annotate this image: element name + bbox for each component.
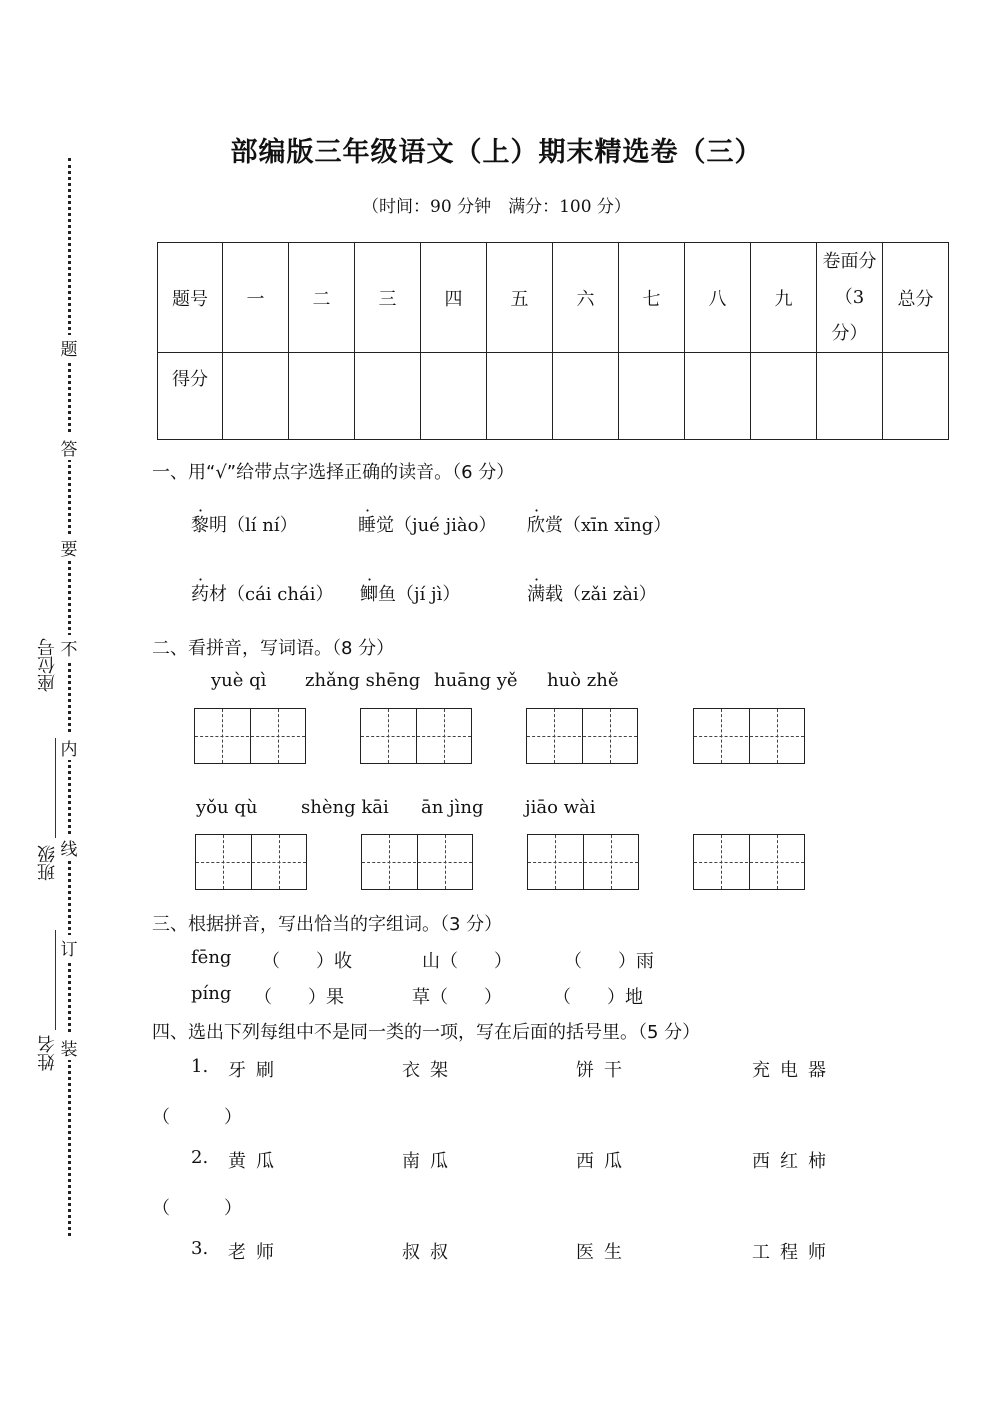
s1-word: 黎明 bbox=[191, 515, 227, 536]
writing-grid[interactable] bbox=[194, 708, 306, 764]
col-header: 五 bbox=[487, 243, 553, 353]
s1-word: 鲫鱼 bbox=[360, 584, 396, 605]
pinyin-label: huò zhě bbox=[547, 670, 619, 691]
pinyin-label: shèng kāi bbox=[301, 797, 389, 818]
col-header: 三 bbox=[355, 243, 421, 353]
score-cell[interactable] bbox=[355, 353, 421, 440]
binding-dotted-line bbox=[68, 158, 71, 1236]
s1-options[interactable]: （jué jiào） bbox=[394, 515, 497, 536]
s1-item bbox=[527, 580, 657, 606]
s1-item bbox=[527, 511, 671, 537]
s3-pinyin: fēng bbox=[191, 947, 232, 968]
s1-word: 满载 bbox=[527, 584, 563, 605]
class-label: 班级 bbox=[37, 845, 58, 881]
s1-options[interactable]: （jí jì） bbox=[396, 584, 461, 605]
s4-option: 牙刷 bbox=[228, 1060, 284, 1081]
pinyin-label: zhǎng shēng bbox=[305, 670, 421, 691]
s1-item bbox=[360, 580, 460, 606]
writing-grid[interactable] bbox=[360, 708, 472, 764]
col-header: 九 bbox=[751, 243, 817, 353]
score-label: 得分 bbox=[158, 353, 223, 440]
section1-heading: 一、用“√”给带点字选择正确的读音。（6 分） bbox=[152, 462, 515, 483]
s3-blank[interactable]: （ ）地 bbox=[553, 987, 643, 1008]
s1-word: 药材 bbox=[191, 584, 227, 605]
s1-item bbox=[191, 511, 298, 537]
pinyin-label: jiāo wài bbox=[525, 797, 596, 818]
extra-col-header bbox=[817, 243, 883, 353]
score-cell[interactable] bbox=[487, 353, 553, 440]
total-col-header: 总分 bbox=[883, 243, 949, 353]
notice-char: 线 bbox=[58, 835, 80, 860]
s4-option: 黄瓜 bbox=[228, 1151, 284, 1172]
seat-label: 座位号 bbox=[37, 638, 58, 692]
col-header: 六 bbox=[553, 243, 619, 353]
s1-options[interactable]: （lí ní） bbox=[227, 515, 298, 536]
s4-option: 医生 bbox=[576, 1242, 632, 1263]
writing-grid[interactable] bbox=[195, 834, 307, 890]
s4-num: 3. bbox=[191, 1238, 209, 1259]
extra-col-line2: （3 bbox=[834, 286, 865, 308]
col-header: 七 bbox=[619, 243, 685, 353]
notice-char: 要 bbox=[58, 535, 80, 560]
s3-blank[interactable]: 草（ ） bbox=[412, 987, 502, 1008]
score-cell[interactable] bbox=[619, 353, 685, 440]
exam-title: 部编版三年级语文（上）期末精选卷（三） bbox=[230, 137, 763, 168]
s4-option: 南瓜 bbox=[402, 1151, 458, 1172]
s3-blank[interactable]: （ ）果 bbox=[254, 987, 344, 1008]
s3-blank[interactable]: （ ）收 bbox=[262, 951, 352, 972]
s1-options[interactable]: （xīn xīng） bbox=[563, 515, 672, 536]
writing-grid[interactable] bbox=[526, 708, 638, 764]
notice-char: 答 bbox=[58, 435, 80, 460]
name-label: 姓名 bbox=[37, 1035, 58, 1071]
header-label: 题号 bbox=[158, 243, 223, 353]
s3-blank[interactable]: 山（ ） bbox=[422, 951, 512, 972]
notice-char: 不 bbox=[58, 635, 80, 660]
pinyin-label: yǒu qù bbox=[196, 797, 258, 818]
s4-option: 叔叔 bbox=[402, 1242, 458, 1263]
s4-answer-blank[interactable]: （ ） bbox=[152, 1107, 242, 1128]
s1-options[interactable]: （cái chái） bbox=[227, 584, 334, 605]
score-cell[interactable] bbox=[817, 353, 883, 440]
score-cell[interactable] bbox=[883, 353, 949, 440]
s4-option: 充电器 bbox=[752, 1060, 836, 1081]
pinyin-label: yuè qì bbox=[211, 670, 267, 691]
writing-grid[interactable] bbox=[527, 834, 639, 890]
score-cell[interactable] bbox=[223, 353, 289, 440]
extra-col-line1: 卷面分 bbox=[822, 250, 877, 272]
writing-grid[interactable] bbox=[361, 834, 473, 890]
col-header: 二 bbox=[289, 243, 355, 353]
s4-option: 老师 bbox=[228, 1242, 284, 1263]
s4-num: 1. bbox=[191, 1056, 209, 1077]
s1-item bbox=[191, 580, 333, 606]
score-cell[interactable] bbox=[553, 353, 619, 440]
s4-answer-blank[interactable]: （ ） bbox=[152, 1198, 242, 1219]
writing-grid[interactable] bbox=[693, 834, 805, 890]
exam-subtitle: （时间：90 分钟 满分：100 分） bbox=[362, 197, 631, 217]
notice-char: 订 bbox=[58, 935, 80, 960]
s4-option: 西瓜 bbox=[576, 1151, 632, 1172]
s1-item bbox=[358, 511, 496, 537]
col-header: 一 bbox=[223, 243, 289, 353]
section4-heading: 四、选出下列每组中不是同一类的一项，写在后面的括号里。（5 分） bbox=[152, 1022, 701, 1043]
score-cell[interactable] bbox=[751, 353, 817, 440]
section2-heading: 二、看拼音，写词语。（8 分） bbox=[152, 638, 395, 659]
s1-word: 欣赏 bbox=[527, 515, 563, 536]
writing-grid[interactable] bbox=[693, 708, 805, 764]
section3-heading: 三、根据拼音，写出恰当的字组词。（3 分） bbox=[152, 914, 503, 935]
notice-char: 装 bbox=[58, 1035, 80, 1060]
s4-option: 饼干 bbox=[576, 1060, 632, 1081]
score-cell[interactable] bbox=[685, 353, 751, 440]
pinyin-label: ān jìng bbox=[421, 797, 484, 818]
score-cell[interactable] bbox=[421, 353, 487, 440]
col-header: 四 bbox=[421, 243, 487, 353]
name-fill-line[interactable] bbox=[55, 930, 56, 1030]
s3-blank[interactable]: （ ）雨 bbox=[564, 951, 654, 972]
notice-char: 题 bbox=[58, 335, 80, 360]
s1-word: 睡觉 bbox=[358, 515, 394, 536]
extra-col-line3: 分） bbox=[831, 322, 868, 344]
s4-option: 西红柿 bbox=[752, 1151, 836, 1172]
s4-num: 2. bbox=[191, 1147, 209, 1168]
score-cell[interactable] bbox=[289, 353, 355, 440]
s4-option: 工程师 bbox=[752, 1242, 836, 1263]
s3-pinyin: píng bbox=[191, 983, 232, 1004]
notice-char: 内 bbox=[58, 735, 80, 760]
col-header: 八 bbox=[685, 243, 751, 353]
s1-options[interactable]: （zǎi zài） bbox=[563, 584, 657, 605]
pinyin-label: huāng yě bbox=[434, 670, 518, 691]
score-table bbox=[157, 242, 949, 440]
s4-option: 衣架 bbox=[402, 1060, 458, 1081]
class-fill-line[interactable] bbox=[55, 738, 56, 838]
